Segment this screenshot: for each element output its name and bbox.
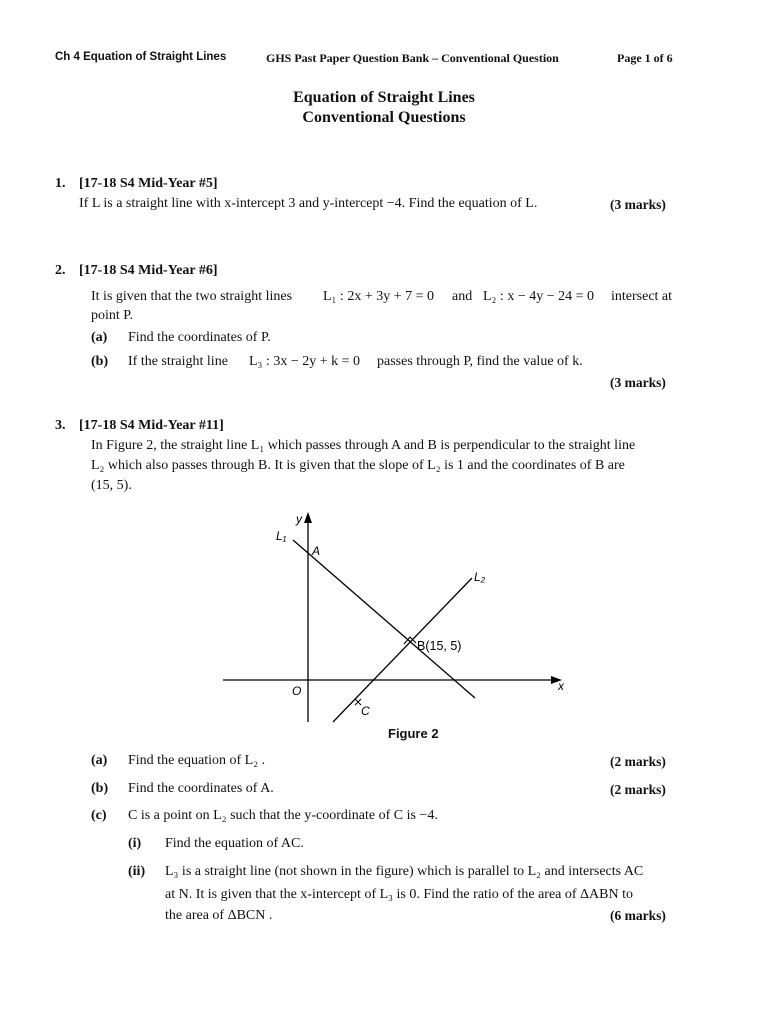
l1-label: L₁ <box>276 529 287 543</box>
y-axis-label: y <box>296 512 302 526</box>
q3b-text: Find the coordinates of A. <box>128 781 274 796</box>
q3b-label: (b) <box>91 781 109 796</box>
figure-caption: Figure 2 <box>388 726 439 741</box>
l2-label: L₂ <box>474 570 486 584</box>
point-c-label: C <box>361 704 370 718</box>
q1-text: If L is a straight line with x-intercept 3 and y-intercept −4. Find the equation of L. <box>79 196 538 211</box>
q1-source: [17-18 S4 Mid-Year #5] <box>79 176 218 191</box>
point-b-label: B(15, 5) <box>417 639 462 653</box>
q3cii-line-2: at N. It is given that the x-intercept of L₃ is 0. Find the ratio of the area of ΔABN to <box>165 887 633 902</box>
q3a-label: (a) <box>91 753 108 768</box>
q3a-text: Find the equation of L₂ . <box>128 753 266 768</box>
q3-line-2: L₂ which also passes through B. It is given that the slope of L₂ is 1 and the coordinates of B are <box>91 458 625 473</box>
header-page: Page 1 of 6 <box>617 51 673 65</box>
line-l1 <box>293 540 475 698</box>
q2-equation-l2: L₂ : x − 4y − 24 = 0 <box>483 289 595 304</box>
q2-intro: It is given that the two straight lines <box>91 289 293 304</box>
q3a-marks: (2 marks) <box>610 754 666 769</box>
page-title: Equation of Straight Lines <box>293 89 475 106</box>
q3c-text: C is a point on L₂ such that the y-coordinate of C is −4. <box>128 808 438 823</box>
q3cii-label: (ii) <box>128 864 146 879</box>
q3cii-line-3: the area of ΔBCN . <box>165 908 273 923</box>
x-axis-label: x <box>558 679 564 693</box>
page-subtitle: Conventional Questions <box>302 109 466 126</box>
q1-marks: (3 marks) <box>610 197 666 212</box>
q3c-label: (c) <box>91 808 107 823</box>
q3-source: [17-18 S4 Mid-Year #11] <box>79 418 224 433</box>
q2-marks: (3 marks) <box>610 375 666 390</box>
q3-line-3: (15, 5). <box>91 478 132 493</box>
header-bank: GHS Past Paper Question Bank – Conventional Question <box>266 51 559 65</box>
q3cii-line-1: L₃ is a straight line (not shown in the figure) which is parallel to L₂ and intersects AC <box>165 864 644 879</box>
header-chapter: Ch 4 Equation of Straight Lines <box>55 51 227 63</box>
q2-intro-cont: point P. <box>91 308 134 323</box>
point-a-label: A <box>312 544 321 558</box>
q3ci-text: Find the equation of AC. <box>165 836 304 851</box>
q2-equation-l3: L₃ : 3x − 2y + k = 0 <box>249 354 361 369</box>
figure-2-diagram <box>215 505 575 735</box>
q2a-text: Find the coordinates of P. <box>128 330 271 345</box>
q2-source: [17-18 S4 Mid-Year #6] <box>79 263 218 278</box>
q2b-text: If the straight line <box>128 354 228 369</box>
q2a-label: (a) <box>91 330 108 345</box>
q2b-text-end: passes through P, find the value of k. <box>377 354 583 369</box>
origin-label: O <box>292 684 302 698</box>
q2-intro-end: intersect at <box>611 289 673 304</box>
q3-number: 3. <box>55 418 66 433</box>
q2-equation-l1: L₁ : 2x + 3y + 7 = 0 <box>323 289 435 304</box>
q2-number: 2. <box>55 263 66 278</box>
q2b-label: (b) <box>91 354 109 369</box>
q3b-marks: (2 marks) <box>610 782 666 797</box>
q3c-marks: (6 marks) <box>610 908 666 923</box>
q1-number: 1. <box>55 176 66 191</box>
q3ci-label: (i) <box>128 836 142 851</box>
q3-line-1: In Figure 2, the straight line L₁ which passes through A and B is perpendicular to the straight line <box>91 438 636 453</box>
q2-and: and <box>452 289 473 304</box>
y-axis-arrow <box>304 512 312 523</box>
